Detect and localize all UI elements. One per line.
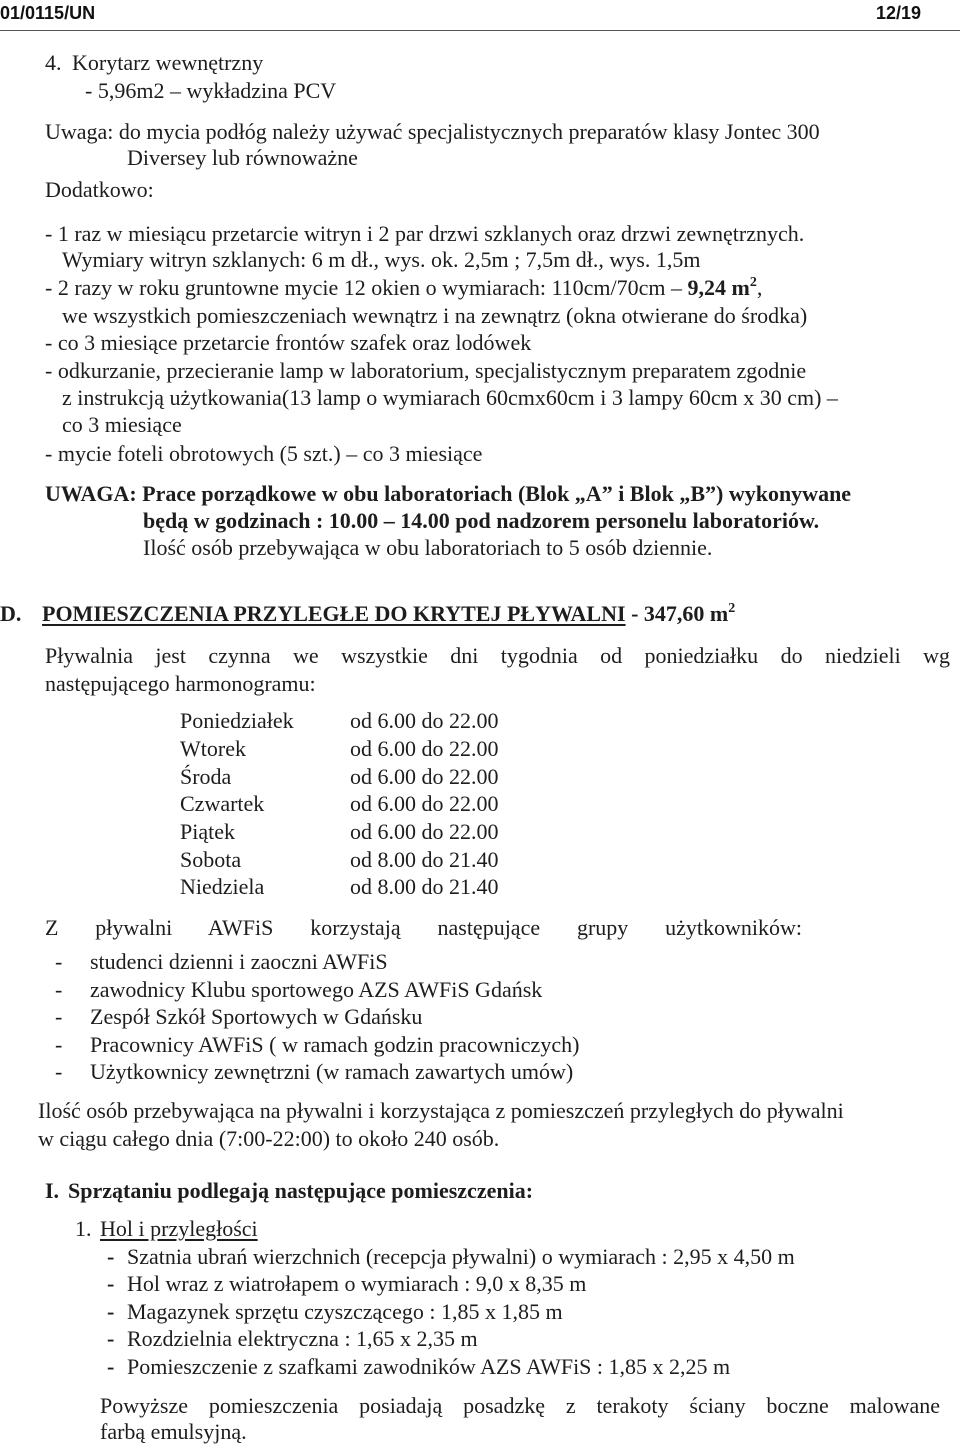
schedule-row [0, 707, 960, 735]
list-bullet: - [107, 1244, 115, 1269]
pool-section-letter: D. [0, 601, 22, 626]
room-label: Rozdzielnia elektryczna : 1,65 x 2,35 m [127, 1326, 478, 1351]
schedule-intro-continuation: następującego harmonogramu: [45, 671, 316, 696]
user-group-item [0, 1031, 960, 1059]
schedule-day: Środa [180, 764, 232, 789]
user-groups-intro: Z pływalni AWFiS korzystają następujące grupy użytkowników: [45, 915, 802, 940]
schedule-day: Wtorek [180, 736, 246, 761]
room-label: Pomieszczenie z szafkami zawodników AZS AWFiS : 1,85 x 2,25 m [127, 1354, 731, 1379]
page-number: 12/19 [876, 3, 922, 23]
room-item [0, 1325, 960, 1353]
schedule-row [0, 763, 960, 791]
user-group-label: studenci dzienni i zaoczni AWFiS [90, 949, 388, 974]
schedule-day: Poniedziałek [180, 708, 294, 733]
pool-section-title: POMIESZCZENIA PRZYLEGŁE DO KRYTEJ PŁYWALNI [42, 601, 626, 626]
window-area-exponent: 2 [749, 275, 757, 290]
task-lamp-cleaning: - odkurzanie, przecieranie lamp w laboratorium, specjalistycznym preparatem zgodnie [45, 358, 807, 383]
lab-notice-hours: będą w godzinach : 10.00 – 14.00 pod nadzorem personelu laboratoriów. [143, 508, 820, 533]
schedule-hours: od 6.00 do 22.00 [350, 791, 499, 816]
user-group-label: Pracownicy AWFiS ( w ramach godzin pracowniczych) [90, 1032, 580, 1057]
list-bullet: - [107, 1299, 115, 1324]
corridor-floor-item: - 5,96m2 – wykładzina PCV [85, 78, 337, 103]
schedule-hours: od 8.00 do 21.40 [350, 874, 499, 899]
cleaning-scope-title: Sprzątaniu podlegają następujące pomieszczenia: [68, 1178, 534, 1203]
schedule-row [0, 846, 960, 874]
pool-section-area: - 347,60 m [625, 601, 729, 626]
additional-tasks-label: Dodatkowo: [45, 177, 154, 202]
lab-occupancy-note: Ilość osób przebywająca w obu laboratoriach to 5 osób dziennie. [143, 535, 713, 560]
list-bullet: - [55, 1004, 63, 1029]
task-cabinet-wiping: - co 3 miesiące przetarcie frontów szafek oraz lodówek [45, 330, 532, 355]
schedule-hours: od 6.00 do 22.00 [350, 764, 499, 789]
header-divider [0, 30, 960, 31]
user-group-label: Zespół Szkół Sportowych w Gdańsku [90, 1004, 423, 1029]
room-item [0, 1298, 960, 1326]
room-label: Magazynek sprzętu czyszczącego : 1,85 x 1,85 m [127, 1299, 563, 1324]
pool-section-heading [42, 600, 735, 628]
window-area-value: 9,24 m [687, 275, 750, 300]
schedule-day: Niedziela [180, 874, 265, 899]
user-group-item [0, 1003, 960, 1031]
schedule-day: Czwartek [180, 791, 265, 816]
hall-subsection-title: Hol i przyległości [100, 1216, 258, 1241]
task-window-wiping: - 1 raz w miesiącu przetarcie witryn i 2 par drzwi szklanych oraz drzwi zewnętrznych. [45, 221, 805, 246]
user-group-label: Użytkownicy zewnętrzni (w ramach zawartych umów) [90, 1059, 574, 1084]
task-window-washing-continuation: we wszystkich pomieszczeniach wewnątrz i na zewnątrz (okna otwierane do środka) [62, 303, 808, 328]
cleaning-agent-note-continuation: Diversey lub równoważne [127, 145, 358, 170]
user-group-item [0, 1058, 960, 1086]
cleaning-agent-note: Uwaga: do mycia podłóg należy używać specjalistycznych preparatów klasy Jontec 300 [45, 119, 820, 144]
hall-subsection-number: 1. [75, 1216, 92, 1241]
room-item [0, 1353, 960, 1381]
corridor-section-title: Korytarz wewnętrzny [72, 50, 264, 75]
schedule-hours: od 8.00 do 21.40 [350, 847, 499, 872]
room-item [0, 1243, 960, 1271]
schedule-row [0, 735, 960, 763]
task-window-washing [45, 274, 762, 302]
window-area-suffix: , [756, 275, 763, 300]
schedule-row [0, 873, 960, 901]
schedule-row [0, 790, 960, 818]
task-window-washing-text: - 2 razy w roku gruntowne mycie 12 okien o wymiarach: 110cm/70cm – [45, 275, 688, 300]
schedule-row [0, 818, 960, 846]
schedule-day: Sobota [180, 847, 242, 872]
schedule-hours: od 6.00 do 22.00 [350, 708, 499, 733]
schedule-day: Piątek [180, 819, 235, 844]
list-bullet: - [107, 1354, 115, 1379]
task-chair-cleaning: - mycie foteli obrotowych (5 szt.) – co 3 miesiące [45, 441, 483, 466]
room-label: Hol wraz z wiatrołapem o wymiarach : 9,0 x 8,35 m [127, 1271, 587, 1296]
list-bullet: - [55, 949, 63, 974]
task-lamp-cleaning-continuation: z instrukcją użytkowania(13 lamp o wymiarach 60cmx60cm i 3 lampy 60cm x 30 cm) – [62, 385, 838, 410]
cleaning-scope-number: I. [45, 1178, 60, 1203]
user-group-label: zawodnicy Klubu sportowego AZS AWFiS Gdańsk [90, 977, 543, 1002]
finish-note-continuation: farbą emulsyjną. [100, 1419, 247, 1444]
pool-section-area-exponent: 2 [728, 601, 736, 616]
room-item [0, 1270, 960, 1298]
list-bullet: - [107, 1271, 115, 1296]
list-bullet: - [55, 1059, 63, 1084]
user-group-item [0, 948, 960, 976]
user-group-item [0, 976, 960, 1004]
finish-note: Powyższe pomieszczenia posiadają posadzkę z terakoty ściany boczne malowane [100, 1393, 940, 1418]
room-label: Szatnia ubrań wierzchnich (recepcja pływalni) o wymiarach : 2,95 x 4,50 m [127, 1244, 795, 1269]
list-bullet: - [55, 977, 63, 1002]
corridor-section-number: 4. [45, 50, 62, 75]
pool-occupancy-note-continuation: w ciągu całego dnia (7:00-22:00) to około 240 osób. [38, 1126, 500, 1151]
list-bullet: - [55, 1032, 63, 1057]
schedule-hours: od 6.00 do 22.00 [350, 819, 499, 844]
list-bullet: - [107, 1326, 115, 1351]
document-id: 01/0115/UN [0, 3, 96, 23]
task-lamp-cleaning-frequency: co 3 miesiące [62, 412, 182, 437]
pool-occupancy-note: Ilość osób przebywająca na pływalni i korzystająca z pomieszczeń przyległych do pływalni [38, 1098, 844, 1123]
schedule-intro: Pływalnia jest czynna we wszystkie dni tygodnia od poniedziałku do niedzieli wg [45, 643, 950, 668]
lab-notice-warning: UWAGA: Prace porządkowe w obu laboratoriach (Blok „A” i Blok „B”) wykonywane [45, 481, 852, 506]
task-window-wiping-dimensions: Wymiary witryn szklanych: 6 m dł., wys. ok. 2,5m ; 7,5m dł., wys. 1,5m [62, 247, 701, 272]
schedule-hours: od 6.00 do 22.00 [350, 736, 499, 761]
